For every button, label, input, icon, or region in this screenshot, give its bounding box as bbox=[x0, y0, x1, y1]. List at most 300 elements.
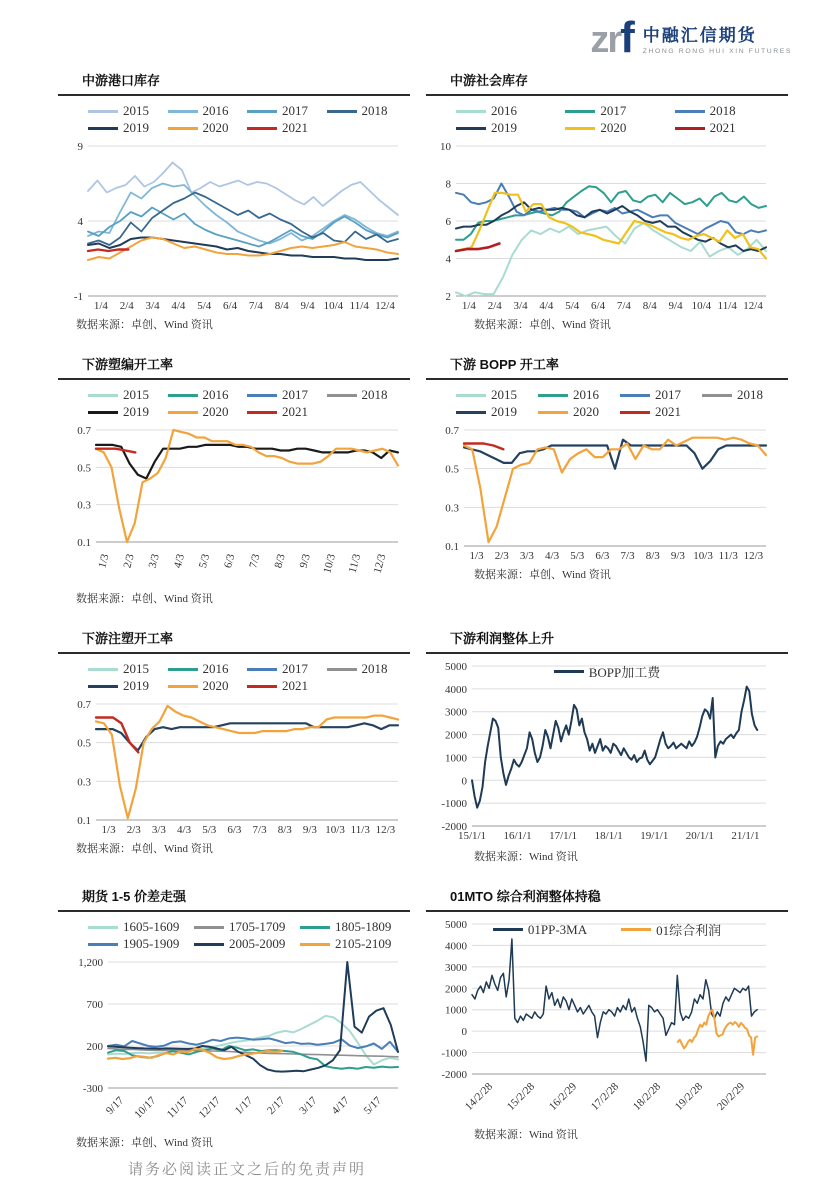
legend-label: 2016 bbox=[573, 387, 599, 402]
svg-text:11/4: 11/4 bbox=[349, 300, 369, 312]
chart-plot bbox=[58, 422, 410, 588]
legend-swatch bbox=[88, 127, 118, 130]
svg-text:17/2/28: 17/2/28 bbox=[588, 1080, 622, 1113]
data-source: 数据来源：卓创、Wind 资讯 bbox=[76, 319, 213, 331]
series-line-2021 bbox=[456, 244, 499, 252]
svg-text:9/17: 9/17 bbox=[103, 1094, 127, 1117]
svg-text:9: 9 bbox=[77, 141, 83, 153]
chart-canvas bbox=[426, 916, 788, 1124]
data-source: 数据来源：Wind 资讯 bbox=[474, 851, 578, 863]
svg-text:2000: 2000 bbox=[445, 729, 467, 742]
chart-title: 中游港口库存 bbox=[58, 70, 410, 96]
svg-text:2/4: 2/4 bbox=[119, 300, 134, 312]
svg-text:3/17: 3/17 bbox=[297, 1094, 320, 1117]
chart-title: 01MTO 综合利润整体持稳 bbox=[426, 886, 788, 912]
svg-text:7/4: 7/4 bbox=[616, 300, 631, 312]
svg-text:8: 8 bbox=[445, 178, 451, 191]
legend-swatch bbox=[168, 394, 198, 397]
svg-text:21/1/1: 21/1/1 bbox=[731, 830, 760, 842]
legend-label: 1905-1909 bbox=[123, 936, 180, 951]
data-source: 数据来源：卓创、Wind 资讯 bbox=[76, 843, 213, 855]
legend-item-2016 bbox=[538, 387, 620, 403]
svg-text:3/3: 3/3 bbox=[151, 824, 166, 836]
legend-item-1905-1909 bbox=[88, 936, 194, 952]
chart-plot bbox=[426, 422, 778, 564]
legend-swatch bbox=[247, 411, 277, 414]
series-line-2020 bbox=[96, 430, 398, 542]
page-header bbox=[0, 0, 826, 64]
series-line-2018 bbox=[456, 184, 766, 235]
legend-item-2020 bbox=[565, 120, 674, 136]
svg-text:4/3: 4/3 bbox=[171, 552, 187, 570]
svg-text:1000: 1000 bbox=[445, 1004, 467, 1017]
svg-text:8/4: 8/4 bbox=[274, 300, 289, 312]
legend-item-2015 bbox=[456, 387, 538, 403]
legend-label: 01综合利润 bbox=[656, 923, 722, 938]
chart-canvas bbox=[58, 384, 410, 588]
legend-label: 2018 bbox=[361, 661, 388, 676]
legend-item-2018 bbox=[675, 103, 784, 119]
logo-company-name: 中融汇信期货 bbox=[642, 26, 757, 45]
svg-text:3/3: 3/3 bbox=[146, 552, 162, 570]
legend-item-2021 bbox=[247, 120, 327, 136]
legend-swatch bbox=[88, 110, 118, 113]
svg-text:-2000: -2000 bbox=[441, 821, 467, 833]
legend-swatch bbox=[456, 110, 486, 113]
legend-item-2020 bbox=[538, 404, 620, 420]
svg-text:18/1/1: 18/1/1 bbox=[594, 830, 623, 842]
series-line-01PP-3MA bbox=[472, 939, 757, 1061]
svg-text:6/3: 6/3 bbox=[222, 552, 238, 570]
chart-plot bbox=[426, 138, 778, 314]
svg-text:1/3: 1/3 bbox=[469, 550, 484, 562]
svg-text:1000: 1000 bbox=[445, 752, 467, 765]
chart-mto-profit bbox=[426, 886, 788, 1150]
legend-item-2016 bbox=[456, 103, 565, 119]
svg-text:11/3: 11/3 bbox=[346, 552, 364, 575]
legend-item-2015 bbox=[88, 103, 168, 119]
svg-text:9/3: 9/3 bbox=[297, 552, 313, 570]
chart-canvas bbox=[58, 916, 410, 1132]
svg-text:5/4: 5/4 bbox=[197, 300, 212, 312]
svg-text:1/17: 1/17 bbox=[232, 1094, 256, 1117]
svg-text:4: 4 bbox=[445, 253, 451, 266]
legend-label: 2020 bbox=[202, 678, 229, 693]
svg-text:12/3: 12/3 bbox=[375, 824, 396, 836]
data-source: 数据来源：卓创、Wind 资讯 bbox=[76, 593, 213, 605]
svg-text:11/17: 11/17 bbox=[164, 1094, 191, 1121]
svg-text:16/1/1: 16/1/1 bbox=[503, 830, 532, 842]
chart-legend bbox=[426, 100, 788, 138]
legend-item-2017 bbox=[565, 103, 674, 119]
chart-legend bbox=[58, 916, 410, 954]
legend-label: 2021 bbox=[282, 404, 308, 419]
chart-plot bbox=[58, 954, 410, 1132]
legend-swatch bbox=[168, 127, 198, 130]
svg-text:6/4: 6/4 bbox=[591, 300, 606, 312]
legend-swatch bbox=[620, 394, 650, 397]
svg-text:6: 6 bbox=[445, 216, 451, 228]
chart-social-inventory bbox=[426, 70, 788, 332]
legend-item-2019 bbox=[88, 678, 168, 694]
chart-legend bbox=[58, 658, 410, 696]
series-line-2020 bbox=[464, 438, 766, 542]
chart-futures-1-5-spread bbox=[58, 886, 410, 1150]
svg-text:7/3: 7/3 bbox=[247, 552, 263, 570]
legend-item-1605-1609 bbox=[88, 919, 194, 935]
data-source: 数据来源：卓创、Wind 资讯 bbox=[76, 1137, 213, 1149]
svg-text:4: 4 bbox=[77, 216, 83, 228]
legend-item-2016 bbox=[168, 103, 248, 119]
svg-text:20/1/1: 20/1/1 bbox=[685, 830, 714, 842]
svg-text:2/4: 2/4 bbox=[487, 300, 502, 312]
legend-swatch bbox=[456, 411, 486, 414]
legend-label: 2016 bbox=[202, 103, 229, 118]
svg-text:17/1/1: 17/1/1 bbox=[549, 830, 578, 842]
svg-text:3000: 3000 bbox=[445, 961, 467, 974]
svg-text:-2000: -2000 bbox=[441, 1069, 467, 1081]
svg-text:9/4: 9/4 bbox=[300, 300, 315, 312]
legend-swatch bbox=[194, 926, 224, 929]
logo-zr: zr bbox=[590, 18, 621, 61]
svg-text:8/3: 8/3 bbox=[645, 550, 660, 562]
legend-swatch bbox=[456, 394, 486, 397]
svg-text:2/3: 2/3 bbox=[126, 824, 141, 836]
svg-text:-1000: -1000 bbox=[441, 1047, 467, 1060]
legend-item-2017 bbox=[247, 103, 327, 119]
legend-item-1705-1709 bbox=[194, 919, 300, 935]
legend-swatch bbox=[327, 394, 357, 397]
legend-swatch bbox=[247, 668, 277, 671]
svg-text:4/3: 4/3 bbox=[177, 824, 192, 836]
svg-text:11/4: 11/4 bbox=[717, 300, 737, 312]
legend-item-2018 bbox=[702, 387, 784, 403]
svg-text:1/3: 1/3 bbox=[101, 824, 116, 836]
legend-swatch bbox=[168, 668, 198, 671]
chart-downstream-profit bbox=[426, 628, 788, 864]
legend-label: 2017 bbox=[282, 103, 308, 118]
svg-text:1/4: 1/4 bbox=[461, 300, 476, 312]
legend-item-2020 bbox=[168, 120, 248, 136]
svg-text:-300: -300 bbox=[82, 1083, 103, 1095]
legend-label: 01PP-3MA bbox=[527, 921, 588, 937]
svg-text:0.7: 0.7 bbox=[77, 699, 91, 711]
svg-text:9/3: 9/3 bbox=[302, 824, 317, 836]
svg-text:2000: 2000 bbox=[445, 983, 467, 996]
chart-canvas bbox=[58, 100, 410, 314]
legend-swatch bbox=[620, 411, 650, 414]
svg-text:10/3: 10/3 bbox=[325, 824, 345, 836]
svg-text:5/3: 5/3 bbox=[196, 552, 213, 570]
legend-label: 2018 bbox=[361, 103, 388, 118]
series-line-BOPP加工费 bbox=[472, 687, 757, 808]
legend-label: 2017 bbox=[282, 387, 308, 402]
svg-text:0.3: 0.3 bbox=[445, 502, 459, 515]
chart-plot bbox=[58, 138, 410, 314]
svg-text:5000: 5000 bbox=[445, 661, 467, 673]
svg-text:0.5: 0.5 bbox=[77, 737, 91, 750]
chart-plastic-weaving-rate bbox=[58, 354, 410, 606]
svg-text:6/3: 6/3 bbox=[227, 824, 242, 836]
legend-swatch bbox=[168, 110, 198, 113]
legend-label: 2015 bbox=[123, 661, 149, 676]
svg-text:2/17: 2/17 bbox=[265, 1094, 288, 1117]
legend-item-2018 bbox=[327, 103, 407, 119]
svg-text:0.5: 0.5 bbox=[77, 462, 91, 475]
svg-text:1/4: 1/4 bbox=[93, 300, 108, 312]
legend-item-01PP-3MA bbox=[493, 920, 587, 939]
legend-item-2021 bbox=[247, 678, 327, 694]
legend-swatch bbox=[247, 685, 277, 688]
legend-label: 2021 bbox=[709, 120, 736, 135]
chart-legend bbox=[426, 384, 788, 422]
svg-text:12/3: 12/3 bbox=[371, 552, 389, 575]
legend-label: 1805-1809 bbox=[335, 919, 392, 934]
svg-text:-1000: -1000 bbox=[441, 798, 467, 811]
svg-text:18/2/28: 18/2/28 bbox=[630, 1080, 664, 1113]
svg-text:8/3: 8/3 bbox=[277, 824, 292, 836]
svg-text:0.7: 0.7 bbox=[77, 425, 91, 437]
legend-item-2017 bbox=[247, 661, 327, 677]
chart-title: 下游注塑开工率 bbox=[58, 628, 410, 654]
svg-text:4/4: 4/4 bbox=[171, 300, 186, 312]
legend-label: 2015 bbox=[123, 387, 149, 402]
svg-text:4000: 4000 bbox=[445, 940, 467, 953]
svg-text:7/4: 7/4 bbox=[248, 300, 263, 312]
legend-swatch bbox=[702, 394, 732, 397]
svg-text:2: 2 bbox=[445, 291, 451, 303]
svg-text:4/4: 4/4 bbox=[539, 300, 554, 312]
chart-title: 下游利润整体上升 bbox=[426, 628, 788, 654]
svg-text:0.3: 0.3 bbox=[77, 776, 91, 789]
charts-grid bbox=[0, 64, 826, 1172]
legend-label: 2021 bbox=[282, 678, 308, 693]
chart-legend bbox=[58, 100, 410, 138]
legend-swatch bbox=[538, 394, 568, 397]
legend-label: 2019 bbox=[123, 404, 149, 419]
chart-legend bbox=[58, 384, 410, 422]
svg-text:0: 0 bbox=[461, 775, 467, 788]
legend-item-2017 bbox=[247, 387, 327, 403]
series-line-2019 bbox=[88, 238, 398, 261]
legend-swatch bbox=[621, 928, 651, 931]
logo-mark bbox=[590, 12, 635, 62]
legend-label: 2016 bbox=[202, 661, 229, 676]
svg-text:10/4: 10/4 bbox=[323, 300, 344, 312]
legend-swatch bbox=[327, 668, 357, 671]
company-logo bbox=[590, 12, 792, 62]
legend-swatch bbox=[565, 110, 595, 113]
svg-text:0.1: 0.1 bbox=[445, 541, 459, 553]
legend-label: 2105-2109 bbox=[335, 936, 392, 951]
legend-swatch bbox=[88, 685, 118, 688]
legend-label: 2018 bbox=[361, 387, 388, 402]
legend-label: 2019 bbox=[491, 120, 517, 135]
data-source: 数据来源：卓创、Wind 资讯 bbox=[474, 569, 611, 581]
svg-text:10: 10 bbox=[440, 141, 451, 153]
legend-label: 2021 bbox=[282, 120, 308, 135]
svg-text:14/2/28: 14/2/28 bbox=[462, 1080, 496, 1113]
svg-text:0: 0 bbox=[461, 1026, 467, 1039]
svg-text:6/3: 6/3 bbox=[595, 550, 610, 562]
legend-label: 2020 bbox=[573, 404, 599, 419]
chart-plot bbox=[426, 658, 778, 846]
legend-swatch bbox=[247, 110, 277, 113]
svg-text:12/4: 12/4 bbox=[743, 300, 763, 312]
legend-swatch bbox=[327, 110, 357, 113]
legend-swatch bbox=[168, 685, 198, 688]
legend-swatch bbox=[300, 926, 330, 929]
series-line-2019 bbox=[96, 723, 398, 750]
chart-canvas bbox=[58, 658, 410, 838]
legend-label: 2015 bbox=[491, 387, 517, 402]
legend-swatch bbox=[88, 394, 118, 397]
svg-text:5/3: 5/3 bbox=[202, 824, 217, 836]
legend-label: 2018 bbox=[709, 103, 736, 118]
legend-swatch bbox=[538, 411, 568, 414]
svg-text:20/2/29: 20/2/29 bbox=[714, 1080, 748, 1113]
svg-text:4/17: 4/17 bbox=[329, 1094, 352, 1117]
legend-swatch bbox=[168, 411, 198, 414]
legend-item-2105-2109 bbox=[300, 936, 406, 952]
legend-label: 2016 bbox=[491, 103, 517, 118]
svg-text:3/4: 3/4 bbox=[145, 300, 160, 312]
legend-item-2005-2009 bbox=[194, 936, 300, 952]
legend-label: 2020 bbox=[600, 120, 627, 135]
svg-text:5000: 5000 bbox=[445, 919, 467, 931]
legend-label: 2017 bbox=[600, 103, 627, 118]
svg-text:11/3: 11/3 bbox=[718, 550, 738, 562]
svg-text:1/3: 1/3 bbox=[96, 552, 112, 570]
legend-label: 2016 bbox=[202, 387, 229, 402]
svg-text:0.1: 0.1 bbox=[77, 537, 91, 549]
svg-text:5/4: 5/4 bbox=[565, 300, 580, 312]
legend-label: 2020 bbox=[202, 404, 229, 419]
legend-item-2017 bbox=[620, 387, 702, 403]
svg-text:3/4: 3/4 bbox=[513, 300, 528, 312]
legend-item-2016 bbox=[168, 661, 248, 677]
legend-item-2019 bbox=[456, 120, 565, 136]
chart-title: 下游 BOPP 开工率 bbox=[426, 354, 788, 380]
legend-label: 2019 bbox=[491, 404, 517, 419]
chart-port-inventory bbox=[58, 70, 410, 332]
chart-plot bbox=[426, 916, 778, 1124]
chart-legend bbox=[426, 662, 788, 681]
legend-label: 1605-1609 bbox=[123, 919, 180, 934]
legend-item-2021 bbox=[247, 404, 327, 420]
svg-text:8/4: 8/4 bbox=[642, 300, 657, 312]
series-line-2016 bbox=[456, 223, 766, 296]
svg-text:19/1/1: 19/1/1 bbox=[640, 830, 669, 842]
svg-text:3/3: 3/3 bbox=[519, 550, 534, 562]
legend-item-2021 bbox=[675, 120, 784, 136]
svg-text:0.7: 0.7 bbox=[445, 425, 459, 437]
data-source: 数据来源：卓创、Wind 资讯 bbox=[474, 319, 611, 331]
svg-text:9/4: 9/4 bbox=[668, 300, 683, 312]
series-line-2015 bbox=[88, 163, 398, 216]
svg-text:6/4: 6/4 bbox=[223, 300, 238, 312]
legend-swatch bbox=[300, 943, 330, 946]
chart-bopp-rate bbox=[426, 354, 788, 606]
legend-item-2018 bbox=[327, 661, 407, 677]
svg-text:16/2/29: 16/2/29 bbox=[546, 1080, 580, 1113]
svg-text:2/3: 2/3 bbox=[121, 552, 137, 570]
legend-label: 1705-1709 bbox=[229, 919, 286, 934]
legend-item-2021 bbox=[620, 404, 702, 420]
svg-text:7/3: 7/3 bbox=[620, 550, 635, 562]
legend-swatch bbox=[247, 127, 277, 130]
svg-text:12/17: 12/17 bbox=[196, 1094, 223, 1121]
svg-text:10/3: 10/3 bbox=[321, 552, 338, 575]
legend-swatch bbox=[565, 127, 595, 130]
svg-text:11/3: 11/3 bbox=[350, 824, 370, 836]
legend-label: 2018 bbox=[737, 387, 763, 402]
legend-swatch bbox=[554, 670, 584, 673]
svg-text:0.5: 0.5 bbox=[445, 463, 459, 476]
logo-text bbox=[643, 21, 792, 55]
legend-swatch bbox=[88, 668, 118, 671]
svg-text:4000: 4000 bbox=[445, 683, 467, 696]
legend-item-2020 bbox=[168, 404, 248, 420]
legend-item-2019 bbox=[88, 120, 168, 136]
chart-title: 期货 1-5 价差走强 bbox=[58, 886, 410, 912]
svg-text:2/3: 2/3 bbox=[494, 550, 509, 562]
svg-text:0.1: 0.1 bbox=[77, 815, 91, 827]
legend-swatch bbox=[88, 411, 118, 414]
svg-text:10/3: 10/3 bbox=[693, 550, 713, 562]
legend-swatch bbox=[675, 110, 705, 113]
svg-text:9/3: 9/3 bbox=[670, 550, 685, 562]
legend-item-2015 bbox=[88, 661, 168, 677]
chart-canvas bbox=[426, 658, 788, 846]
legend-swatch bbox=[247, 394, 277, 397]
legend-label: 2020 bbox=[202, 120, 229, 135]
svg-text:4/3: 4/3 bbox=[545, 550, 560, 562]
svg-text:19/2/28: 19/2/28 bbox=[672, 1080, 706, 1113]
logo-company-name-en: ZHONG RONG HUI XIN FUTURES bbox=[642, 48, 792, 55]
legend-label: 2005-2009 bbox=[229, 936, 286, 951]
legend-swatch bbox=[88, 926, 118, 929]
legend-item-2015 bbox=[88, 387, 168, 403]
chart-canvas bbox=[426, 384, 788, 564]
logo-f: f bbox=[620, 12, 635, 62]
svg-text:700: 700 bbox=[86, 999, 103, 1011]
svg-text:12/3: 12/3 bbox=[743, 550, 764, 562]
svg-text:1,200: 1,200 bbox=[78, 957, 103, 969]
svg-text:10/17: 10/17 bbox=[132, 1094, 159, 1121]
legend-item-2019 bbox=[88, 404, 168, 420]
legend-label: 2017 bbox=[282, 661, 308, 676]
legend-label: 2017 bbox=[655, 387, 681, 402]
legend-swatch bbox=[493, 928, 523, 931]
chart-canvas bbox=[426, 100, 788, 314]
chart-plot bbox=[58, 696, 410, 838]
legend-swatch bbox=[456, 127, 486, 130]
svg-text:5/17: 5/17 bbox=[361, 1094, 385, 1117]
svg-text:200: 200 bbox=[86, 1041, 103, 1053]
svg-text:-1: -1 bbox=[73, 291, 83, 303]
series-line-2019 bbox=[464, 440, 766, 469]
legend-label: 2019 bbox=[123, 678, 149, 693]
data-source: 数据来源：Wind 资讯 bbox=[474, 1129, 578, 1141]
legend-swatch bbox=[194, 943, 224, 946]
svg-text:10/4: 10/4 bbox=[691, 300, 712, 312]
svg-text:8/3: 8/3 bbox=[272, 552, 288, 570]
legend-item-2016 bbox=[168, 387, 248, 403]
legend-item-2019 bbox=[456, 404, 538, 420]
legend-item-01综合利润 bbox=[621, 920, 721, 939]
svg-text:7/3: 7/3 bbox=[252, 824, 267, 836]
